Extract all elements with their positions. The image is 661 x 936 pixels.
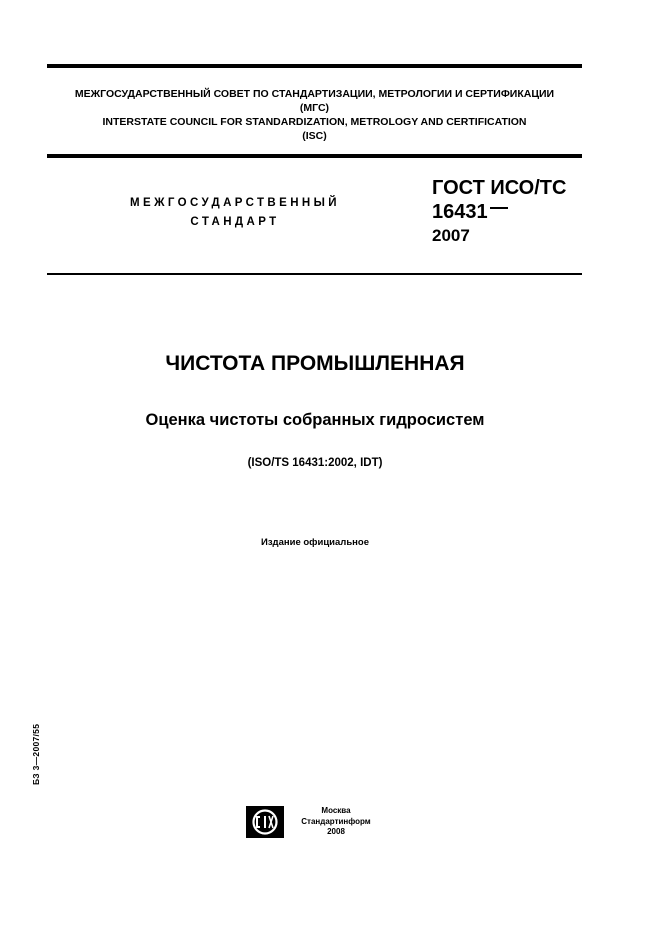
side-code: БЗ 3—2007/55 [31,723,41,785]
designation-prefix: ГОСТ ИСО/ТС [432,177,567,199]
council-abbr-ru: (МГС) [299,102,330,114]
edition-note: Издание официальное [261,537,369,548]
designation-year: 2007 [432,226,470,245]
publisher-name: Стандартинформ [301,816,371,826]
designation-number-line [432,200,566,224]
designation-dash [490,207,508,209]
standard-type-line2: СТАНДАРТ [190,216,280,228]
standard-type-line1: МЕЖГОСУДАРСТВЕННЫЙ [130,197,340,209]
designation-number: 16431 [432,201,488,223]
designation-rule [47,273,582,275]
council-name-ru: МЕЖГОСУДАРСТВЕННЫЙ СОВЕТ ПО СТАНДАРТИЗАЦИИ, МЕТРОЛОГИИ И СЕРТИФИКАЦИИ [74,88,555,100]
council-abbr-en: (ISC) [302,130,327,142]
publisher-year: 2008 [327,827,345,836]
council-header [47,87,582,143]
standartinform-logo-icon [246,806,284,838]
council-name-en: INTERSTATE COUNCIL FOR STANDARDIZATION, METROLOGY AND CERTIFICATION [102,116,527,128]
header-rule [47,154,582,158]
standard-type [100,194,370,232]
standard-designation [432,176,566,248]
main-title: ЧИСТОТА ПРОМЫШЛЕННАЯ [165,352,465,375]
publisher-imprint [294,806,378,838]
iso-reference: (ISO/TS 16431:2002, IDT) [247,457,383,469]
subtitle: Оценка чистоты собранных гидросистем [145,411,485,429]
top-rule [47,64,582,68]
publisher-city: Москва [321,806,351,815]
